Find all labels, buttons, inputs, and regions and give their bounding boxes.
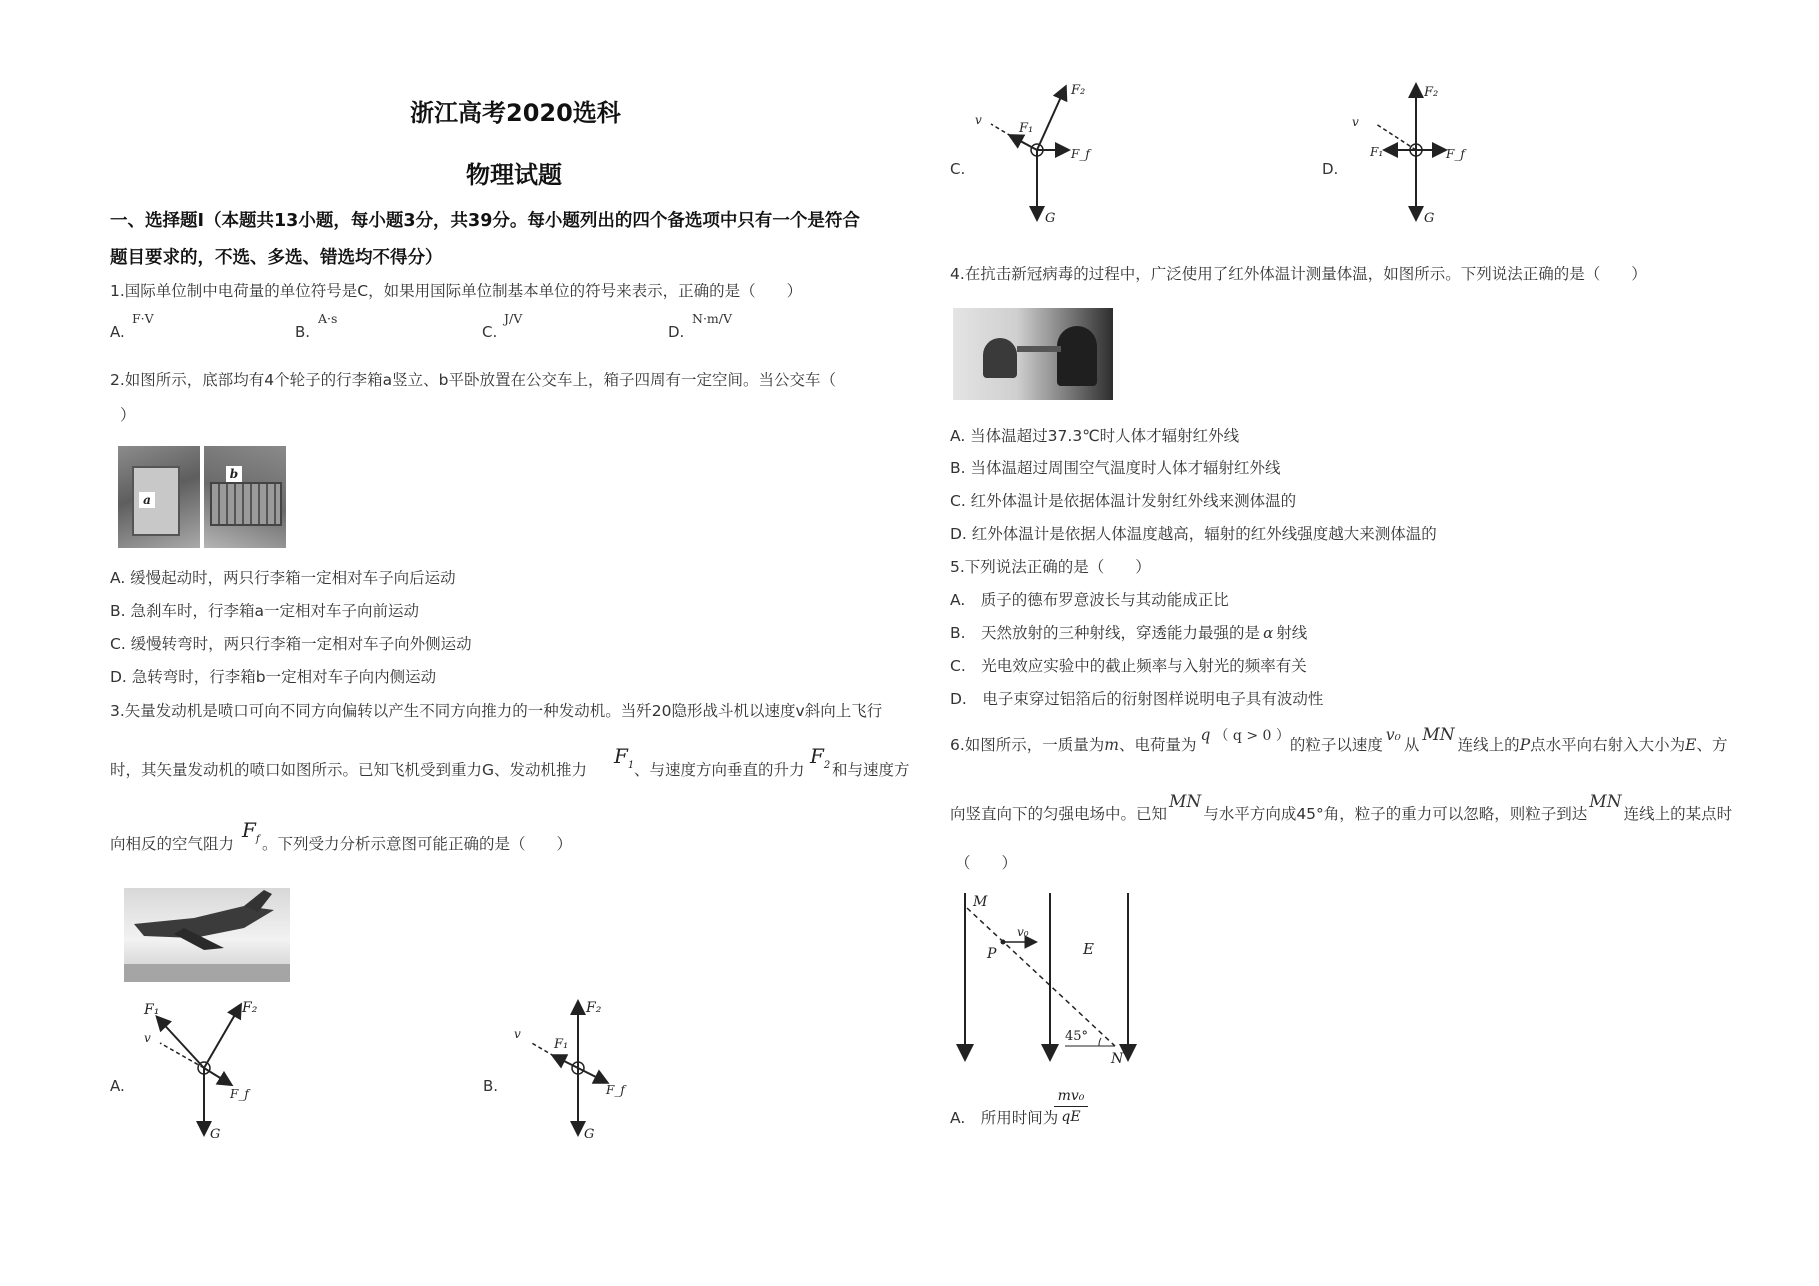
q3-symbol-f2: $F_2$ [810, 744, 831, 771]
q3-symbol-f1: $F_1$ [614, 744, 635, 771]
q3-symbol-ff: $F_f$ [242, 818, 260, 845]
q2-label-b: b [226, 466, 242, 482]
q6-label-n: N [1111, 1051, 1124, 1067]
q3c-label-f1: F₁ [1019, 121, 1034, 136]
q3d-label-g: G [1424, 211, 1435, 226]
q3-stem-line3a: 向相反的空气阻力 [110, 835, 235, 853]
q2-option-a: A. 缓慢起动时，两只行李箱一定相对车子向后运动 [110, 569, 456, 587]
q1-option-a-value: F·V [132, 311, 154, 326]
q1-option-b-letter: B. [295, 323, 311, 341]
q3c-label-ff: F_f [1071, 147, 1090, 161]
q6-stem-line1: 6.如图所示，一质量为m、电荷量为q （ q > 0 ）的粒子以速度v₀从 MN 连线上的P点水平向右射入大小为E、方 [950, 725, 1728, 754]
q3a-label-v: v [144, 1031, 151, 1045]
q1-stem: 1.国际单位制中电荷量的单位符号是C，如果用国际单位制基本单位的符号来表示，正确的是（ ） [110, 282, 803, 300]
q3-photo-fighter-jet [124, 888, 290, 982]
q5-option-d: D. 电子束穿过铝箔后的衍射图样说明电子具有波动性 [950, 690, 1324, 708]
q2-option-b: B. 急刹车时，行李箱a一定相对车子向前运动 [110, 602, 419, 620]
q2-photo-suitcase-a [118, 446, 200, 548]
q3d-label-ff: F_f [1446, 147, 1465, 161]
q4-option-a: A. 当体温超过37.3℃时人体才辐射红外线 [950, 427, 1240, 445]
q2-stem-line2: ） [120, 406, 136, 424]
page-title: 浙江高考2020选科 [410, 99, 621, 127]
q3-option-d-letter: D. [1322, 160, 1339, 178]
q6-option-a: A. 所用时间为 [950, 1109, 1059, 1127]
q5-option-a: A. 质子的德布罗意波长与其动能成正比 [950, 591, 1229, 609]
q3d-label-f1: F₁ [1370, 145, 1384, 159]
q3b-label-f2: F₂ [586, 1000, 602, 1016]
section-header-line1: 一、选择题I（本题共13小题，每小题3分，共39分。每小题列出的四个备选项中只有一个是符合 [110, 211, 860, 231]
q3b-label-v: v [514, 1027, 521, 1041]
q1-option-d-value: N·m/V [692, 311, 733, 326]
q6-label-angle: 45° [1065, 1029, 1089, 1044]
q3-force-diagram-a [130, 998, 290, 1148]
q3-force-diagram-d [1340, 80, 1500, 230]
q4-option-b: B. 当体温超过周围空气温度时人体才辐射红外线 [950, 459, 1281, 477]
q5-stem: 5.下列说法正确的是（ ） [950, 558, 1151, 576]
q3a-label-g: G [210, 1127, 221, 1142]
q6-label-v0: v₀ [1017, 925, 1029, 939]
q6-fraction-denominator: qE [1061, 1109, 1081, 1125]
q6-label-e: E [1083, 940, 1094, 958]
q6-stem-line2: 向竖直向下的匀强电场中。已知MN与水平方向成45°角，粒子的重力可以忽略，则粒子到达MN连线上的某点时 [950, 792, 1733, 823]
q3-stem-line2c: 和与速度方 [832, 761, 910, 779]
section-header-line2: 题目要求的，不选、多选、错选均不得分） [110, 248, 443, 268]
q6-option-a-fraction [1054, 1086, 1088, 1127]
q1-option-b-value: A·s [318, 311, 338, 326]
q6-fraction-numerator: mv₀ [1054, 1086, 1088, 1107]
q2-option-c: C. 缓慢转弯时，两只行李箱一定相对车子向外侧运动 [110, 635, 472, 653]
q3c-label-g: G [1045, 211, 1056, 226]
q3-force-diagram-c [975, 80, 1135, 230]
q3-option-c-letter: C. [950, 160, 966, 178]
q1-option-d-letter: D. [668, 323, 685, 341]
q3a-label-ff: F_f [230, 1087, 249, 1101]
q6-label-m: M [973, 894, 988, 910]
q3b-label-g: G [584, 1127, 595, 1142]
q3-stem-line3b: 。下列受力分析示意图可能正确的是（ ） [262, 835, 573, 853]
q1-option-c-value: J/V [504, 311, 523, 326]
q1-option-a-letter: A. [110, 323, 125, 341]
q1-option-c-letter: C. [482, 323, 498, 341]
q3d-label-v: v [1352, 115, 1359, 129]
q3-option-b-letter: B. [483, 1077, 499, 1095]
q6-label-p: P [987, 946, 997, 962]
q3-option-a-letter: A. [110, 1077, 125, 1095]
q5-option-c: C. 光电效应实验中的截止频率与入射光的频率有关 [950, 657, 1307, 675]
q2-photo-suitcase-b [204, 446, 286, 548]
q4-stem: 4.在抗击新冠病毒的过程中，广泛使用了红外体温计测量体温，如图所示。下列说法正确的是（ ） [950, 265, 1647, 283]
page-subtitle: 物理试题 [466, 161, 562, 189]
q6-stem-line3: （ ） [955, 854, 1018, 872]
q3d-label-f2: F₂ [1424, 85, 1439, 100]
q3-stem-line2a: 时，其矢量发动机的喷口如图所示。已知飞机受到重力G、发动机推力 [110, 761, 588, 779]
q3a-label-f1: F₁ [144, 1002, 160, 1018]
q2-stem-line1: 2.如图所示，底部均有4个轮子的行李箱a竖立、b平卧放置在公交车上，箱子四周有一定空间。当公交车（ [110, 371, 836, 389]
q3b-label-ff: F_f [606, 1083, 625, 1097]
q3-stem-line2b: 、与速度方向垂直的升力 [634, 761, 805, 779]
q2-option-d: D. 急转弯时，行李箱b一定相对车子向内侧运动 [110, 668, 437, 686]
q3a-label-f2: F₂ [242, 1000, 258, 1016]
q3b-label-f1: F₁ [554, 1037, 569, 1052]
q6-field-diagram [955, 888, 1155, 1068]
q3-stem-line1: 3.矢量发动机是喷口可向不同方向偏转以产生不同方向推力的一种发动机。当歼20隐形战斗机以速度v斜向上飞行 [110, 702, 883, 720]
q4-photo-thermometer [953, 308, 1113, 400]
q5-option-b: B. 天然放射的三种射线，穿透能力最强的是 α 射线 [950, 624, 1308, 642]
q2-label-a: a [139, 492, 155, 508]
q4-option-d: D. 红外体温计是依据人体温度越高，辐射的红外线强度越大来测体温的 [950, 525, 1437, 543]
q4-option-c: C. 红外体温计是依据体温计发射红外线来测体温的 [950, 492, 1297, 510]
q3-force-diagram-b [510, 998, 670, 1148]
q3c-label-f2: F₂ [1071, 83, 1086, 98]
q3c-label-v: v [975, 113, 982, 127]
